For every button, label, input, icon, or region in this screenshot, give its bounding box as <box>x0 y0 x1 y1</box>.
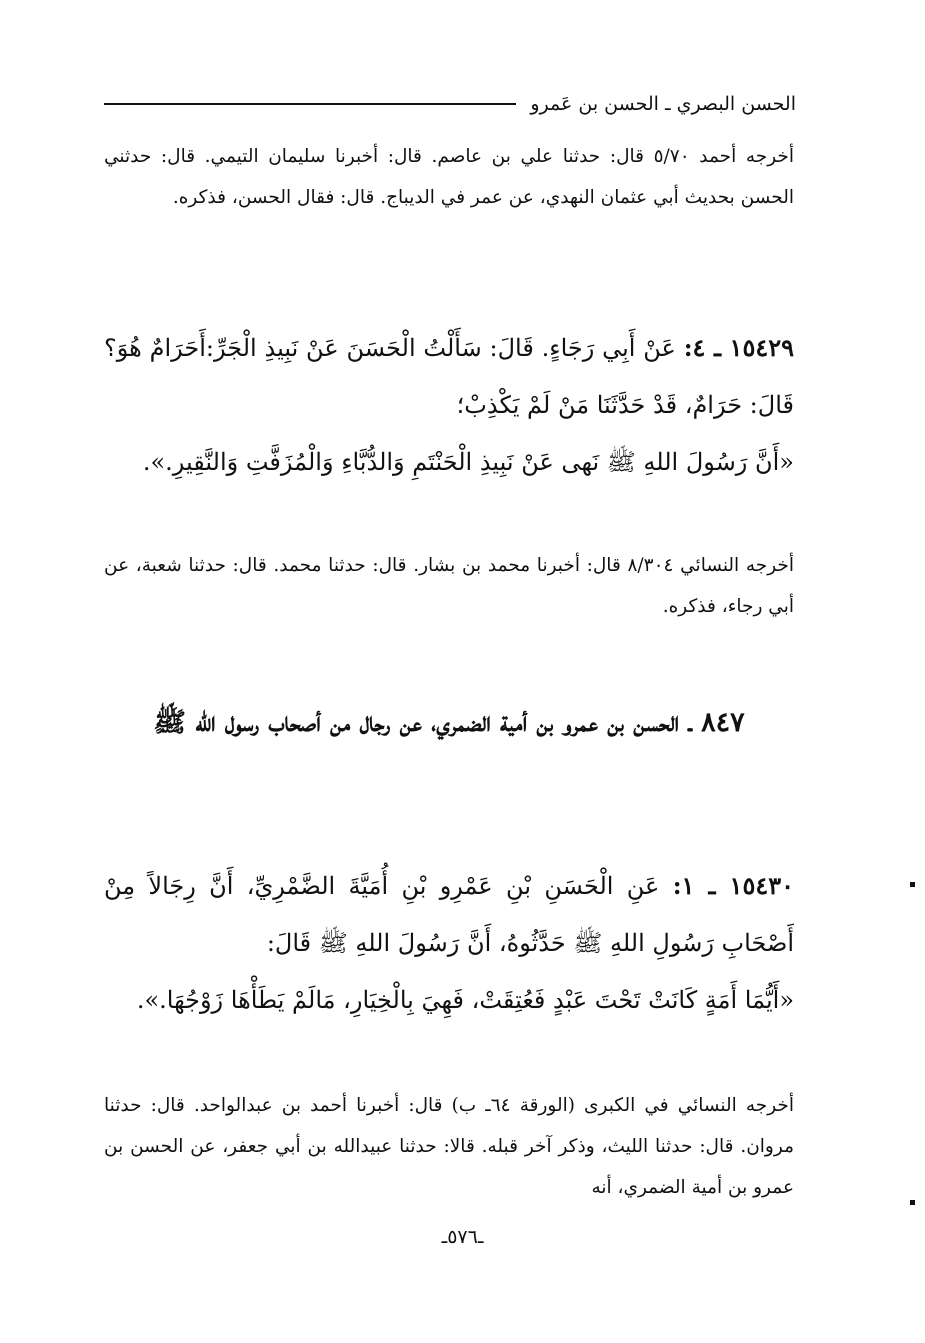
hadith-number: ١٥٤٢٩ ـ ٤: <box>683 333 794 362</box>
scan-mark <box>910 882 915 887</box>
hadith-entry <box>104 857 794 1029</box>
chapter-heading: ٨٤٧ ـ الحسن بن عمرو بن أمية الضمري، عن رجال من أصحاب رسول الله ﷺ <box>153 707 745 738</box>
hadith-matn: «أَنَّ رَسُولَ اللهِ ﷺ نَهى عَنْ نَبِيذِ الْحَنْتَمِ وَالدُّبَّاءِ وَالْمُزَفَّتِ وَالنَّقِيرِ.». <box>142 448 794 476</box>
running-head <box>104 88 796 120</box>
scan-mark <box>910 1200 915 1205</box>
source-note: أخرجه أحمد ٥/٧٠ قال: حدثنا علي بن عاصم. قال: أخبرنا سليمان التيمي. قال: حدثني الحسن بحديث أبي عثمان النهدي، عن عمر في الديباج. قال: فقال الحسن، فذكره. <box>104 146 794 208</box>
page-number: ـ٥٧٦ـ <box>441 1226 484 1248</box>
hadith-number: ١٥٤٣٠ ـ ١: <box>672 871 794 900</box>
source-note: أخرجه النسائي ٨/٣٠٤ قال: أخبرنا محمد بن بشار. قال: حدثنا محمد. قال: حدثنا شعبة، عن أبي رجاء، فذكره. <box>104 555 795 617</box>
hadith-matn: «أَيُّمَا أَمَةٍ كَانَتْ تَحْتَ عَبْدٍ فَعُتِقَتْ، فَهِيَ بِالْخِيَارِ، مَالَمْ يَطَأْهَا زَوْجُهَا.». <box>136 986 794 1014</box>
hadith-entry <box>104 319 794 491</box>
source-note: أخرجه النسائي في الكبرى (الورقة ٦٤ـ ب) قال: أخبرنا أحمد بن عبدالواحد. قال: حدثنا مروان. قال: حدثنا الليث، وذكر آخر قبله. قالا: حدثنا عبيدالله بن أبي جعفر، عن الحسن بن عمرو بن أمية الضمري، أنه <box>104 1095 794 1198</box>
hadith-isnad: عَنِ الْحَسَنِ بْنِ عَمْرِو بْنِ أُمَيَّةَ الضَّمْرِيِّ، أَنَّ رِجَالاً مِنْ أَصْحَابِ رَسُولِ اللهِ ﷺ حَدَّثُوهُ، أَنَّ رَسُولَ اللهِ ﷺ قَالَ: <box>104 872 794 957</box>
running-title: الحسن البصري ـ الحسن بن عَمرو <box>530 93 796 115</box>
hadith-isnad: عَنْ أَبِي رَجَاءٍ. قَالَ: سَأَلْتُ الْحَسَنَ عَنْ نَبِيذِ الْجَرِّ:أَحَرَامٌ هُوَ؟ قَالَ: حَرَامٌ، قَدْ حَدَّثَنَا مَنْ لَمْ يَكْذِبْ؛ <box>104 334 794 419</box>
header-rule <box>104 103 516 105</box>
